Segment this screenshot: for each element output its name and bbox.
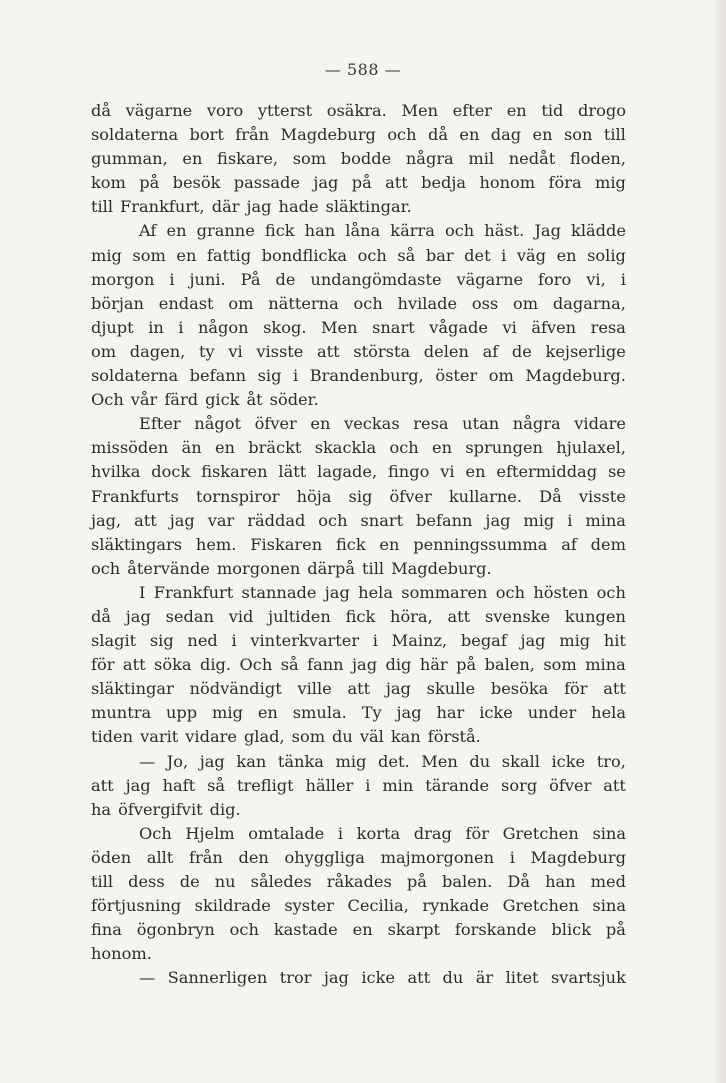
text-line: hvilka dock fiskaren lätt lagade, fingo vi en eftermiddag se [91,462,626,482]
page-number: — 588 — [324,60,402,79]
text-line: förtjusning skildrade syster Cecilia, rynkade Gretchen sina [91,896,626,916]
text-line: — Sannerligen tror jag icke att du är litet svartsjuk [139,968,626,988]
text-line: djupt in i någon skog. Men snart vågade vi äfven resa [91,317,626,337]
text-line: I Frankfurt stannade jag hela sommaren och hösten och [139,582,626,602]
text-line: missöden än en bräckt skackla och en sprungen hjulaxel, [91,438,626,458]
text-line: — Jo, jag kan tänka mig det. Men du skall icke tro, [139,751,626,771]
body-text [91,99,626,990]
text-line: morgon i juni. På de undangömdaste vägarne foro vi, i [91,269,626,289]
text-line: då vägarne voro ytterst osäkra. Men efter en tid drogo [91,101,626,120]
text-line: ha öfvergifvit dig. [91,799,241,819]
text-line: muntra upp mig en smula. Ty jag har icke under hela [91,703,626,723]
text-line: Af en granne fick han låna kärra och häst. Jag klädde [139,221,626,241]
text-line: början endast om nätterna och hvilade oss om dagarna, [91,293,626,313]
text-line: fina ögonbryn och kastade en skarpt forskande blick på [91,920,626,940]
text-line: kom på besök passade jag på att bedja honom föra mig [91,173,626,193]
text-line: soldaterna befann sig i Brandenburg, öster om Magdeburg. [91,366,626,386]
text-line: Frankfurts tornspiror höja sig öfver kullarne. Då visste [91,486,626,506]
text-line: att jag haft så trefligt häller i min tärande sorg öfver att [91,775,626,795]
text-line: tiden varit vidare glad, som du väl kan förstå. [91,727,481,747]
page-edge-shadow [712,0,726,1083]
text-line: släktingars hem. Fiskaren fick en penningssumma af dem [91,534,626,554]
text-line: och återvände morgonen därpå till Magdeburg. [91,558,492,578]
text-line: om dagen, ty vi visste att största delen af de kejserlige [91,341,626,361]
text-line: slagit sig ned i vinterkvarter i Mainz, begaf jag mig hit [91,631,626,651]
text-line: Och Hjelm omtalade i korta drag för Gretchen sina [139,823,626,843]
text-line: för att söka dig. Och så fann jag dig här på balen, som mina [91,655,626,675]
text-line: mig som en fattig bondflicka och så bar det i väg en solig [91,245,626,265]
text-line: öden allt från den ohyggliga majmorgonen i Magdeburg [91,847,626,867]
text-line: honom. [91,944,152,964]
text-line: Och vår färd gick åt söder. [91,390,319,410]
text-line: gumman, en fiskare, som bodde några mil nedåt floden, [91,149,626,169]
text-line: jag, att jag var räddad och snart befann jag mig i mina [91,510,626,530]
text-line: då jag sedan vid jultiden fick höra, att svenske kungen [91,606,626,626]
text-line: Efter något öfver en veckas resa utan några vidare [139,414,626,434]
text-line: soldaterna bort från Magdeburg och då en dag en son till [91,125,626,145]
text-line: släktingar nödvändigt ville att jag skulle besöka för att [91,679,626,699]
text-line: till Frankfurt, där jag hade släktingar. [91,197,412,217]
text-line: till dess de nu således råkades på balen. Då han med [91,872,626,891]
